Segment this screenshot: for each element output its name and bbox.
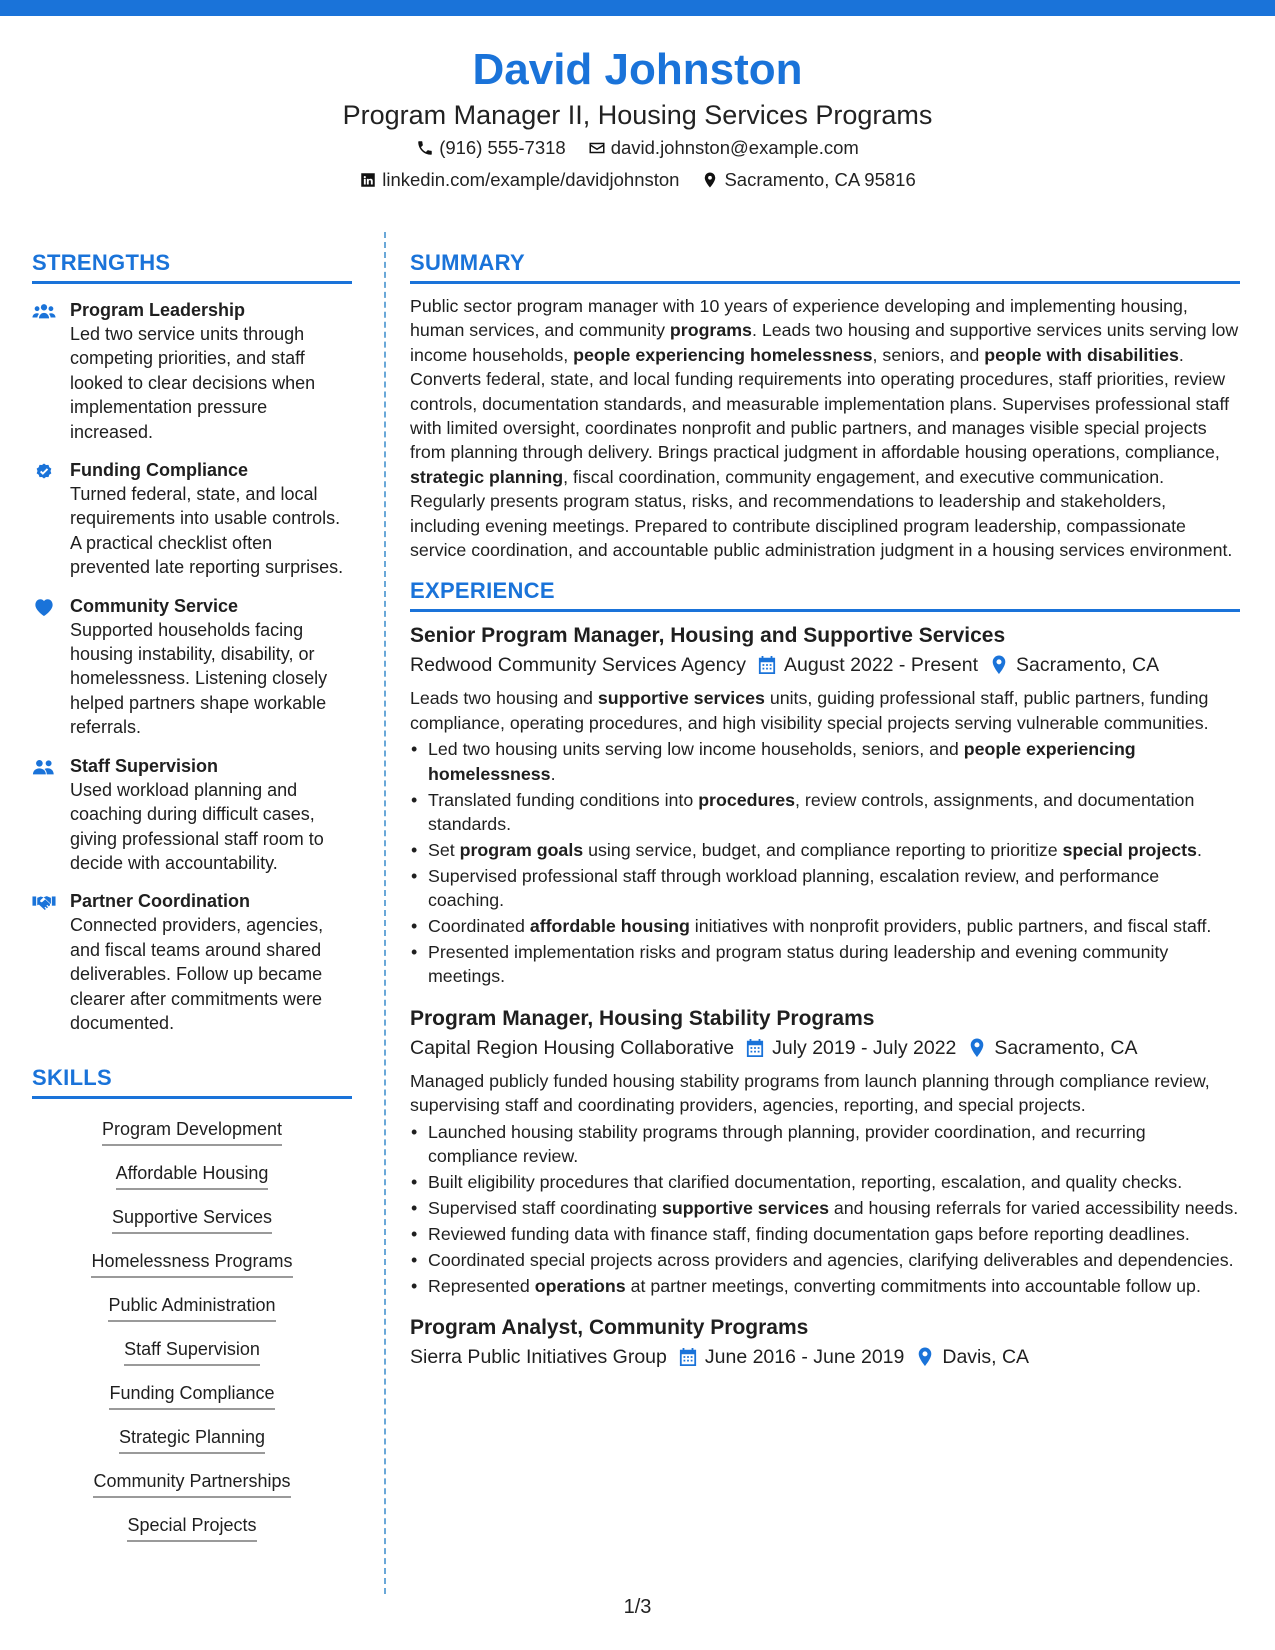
- skills-heading: SKILLS: [32, 1063, 352, 1099]
- top-accent-bar: [0, 0, 1275, 16]
- column-divider: [384, 232, 386, 1594]
- location-text: Sacramento, CA 95816: [724, 169, 916, 190]
- bold-keyword: people with disabilities: [984, 344, 1179, 365]
- contact-row-2: [0, 164, 1275, 196]
- left-column: [32, 248, 352, 1542]
- strength-name: Partner Coordination: [70, 891, 251, 912]
- location-contact: [701, 164, 915, 196]
- skills-list: [32, 1107, 352, 1542]
- job-location: [990, 650, 1159, 680]
- bold-keyword: procedures: [698, 789, 796, 810]
- job-location: [968, 1033, 1137, 1063]
- email-text: david.johnston@example.com: [610, 137, 859, 158]
- bold-keyword: program goals: [459, 839, 584, 860]
- job-meta: [410, 650, 1240, 680]
- strength-item: [32, 298, 352, 444]
- phone-text: (916) 555-7318: [439, 137, 566, 158]
- bullet-item: • Led two housing units serving low income households, seniors, and people experiencing homelessness.: [410, 737, 1240, 786]
- bullet-item: • Coordinated affordable housing initiatives with nonprofit providers, public partners, and fiscal staff.: [410, 914, 1240, 938]
- right-column: [410, 248, 1240, 1372]
- bullet-item: • Supervised staff coordinating supportive services and housing referrals for varied accessibility needs.: [410, 1196, 1240, 1220]
- strength-item: [32, 458, 352, 580]
- bold-keyword: people experiencing homelessness: [573, 344, 873, 365]
- job-role: Program Manager, Housing Stability Programs: [410, 1006, 875, 1030]
- skill-tag: Special Projects: [127, 1509, 256, 1542]
- page-number: 1/3: [623, 1596, 652, 1618]
- strength-desc: Connected providers, agencies, and fiscal teams around shared deliverables. Follow up became clearer after commitments were documented.: [70, 915, 324, 1033]
- skill-tag: Program Development: [102, 1113, 282, 1146]
- calendar-icon: [746, 1038, 764, 1058]
- job-dates-text: June 2016 - June 2019: [704, 1346, 905, 1368]
- skill-tag: Homelessness Programs: [91, 1245, 292, 1278]
- strength-name: Funding Compliance: [70, 460, 248, 481]
- job-location-text: Sacramento, CA: [1016, 654, 1160, 677]
- user-group-icon: [32, 757, 56, 777]
- job-dates-text: July 2019 - July 2022: [772, 1036, 957, 1059]
- bullet-item: • Reviewed funding data with finance staff, finding documentation gaps before reporting deadlines.: [410, 1222, 1240, 1246]
- job-meta: [410, 1033, 1240, 1063]
- bold-keyword: supportive services: [661, 1197, 829, 1218]
- candidate-name: David Johnston: [472, 45, 803, 94]
- phone-icon: [416, 139, 434, 157]
- bullet-item: • Launched housing stability programs through planning, provider coordination, and recurring compliance review.: [410, 1120, 1240, 1169]
- bullet-item: • Built eligibility procedures that clarified documentation, reporting, escalation, and quality checks.: [410, 1170, 1240, 1194]
- handshake-icon: [32, 892, 56, 912]
- resume-header: [0, 44, 1275, 196]
- linkedin-icon: [359, 171, 377, 189]
- bullet-item: • Represented operations at partner meetings, converting commitments into accountable follow up.: [410, 1274, 1240, 1298]
- bullet-item: • Supervised professional staff through workload planning, escalation review, and performance coaching.: [410, 864, 1240, 913]
- heart-icon: [32, 597, 56, 617]
- strength-name: Community Service: [70, 595, 239, 616]
- strength-item: [32, 594, 352, 740]
- strengths-heading: STRENGTHS: [32, 248, 352, 284]
- map-pin-icon: [701, 171, 719, 189]
- linkedin-contact[interactable]: [359, 164, 679, 196]
- job-dates: [679, 1342, 905, 1372]
- job-company: Sierra Public Initiatives Group: [410, 1346, 667, 1368]
- email-contact[interactable]: [588, 132, 859, 164]
- skill-tag: Staff Supervision: [124, 1333, 260, 1366]
- skill-tag: Supportive Services: [112, 1201, 272, 1234]
- job-company: Redwood Community Services Agency: [410, 654, 746, 677]
- bold-keyword: special projects: [1062, 839, 1197, 860]
- strength-name: Staff Supervision: [70, 755, 219, 776]
- job-description: Leads two housing and supportive services units, guiding professional staff, public partners, funding compliance, operating procedures, and high visibility special projects serving vulnerable communities.: [410, 688, 1209, 733]
- map-pin-icon: [916, 1347, 934, 1367]
- check-badge-icon: [32, 461, 56, 481]
- bullet-item: • Set program goals using service, budget, and compliance reporting to prioritize special projects.: [410, 838, 1240, 862]
- bullet-item: • Coordinated special projects across providers and agencies, clarifying deliverables and dependencies.: [410, 1248, 1240, 1272]
- experience-heading: EXPERIENCE: [410, 576, 1240, 612]
- envelope-icon: [588, 139, 606, 157]
- bold-keyword: people experiencing homelessness: [428, 739, 1136, 784]
- job-location: [916, 1342, 1029, 1372]
- contact-row-1: [0, 132, 1275, 164]
- summary-text: Public sector program manager with 10 years of experience developing and implementing housing, human services, and community programs. Leads two housing and supportive services units serving low income households, people experiencing homelessness, seniors, and people with disabilities. Converts federal, state, and local funding requirements into operating procedures, staff priorities, review controls, documentation standards, and measurable implementation plans. Supervises professional staff with limited oversight, coordinates nonprofit and public partners, and manages visible special projects from planning through delivery. Brings practical judgment in affordable housing operations, compliance, strategic planning, fiscal coordination, community engagement, and executive communication. Regularly presents program status, risks, and recommendations to leadership and stakeholders, including evening meetings. Prepared to contribute disciplined program leadership, compassionate service coordination, and accountable public administration judgment in a housing services environment.: [410, 296, 1239, 561]
- skill-tag: Public Administration: [108, 1289, 275, 1322]
- candidate-title: Program Manager II, Housing Services Programs: [342, 100, 933, 130]
- skill-tag: Funding Compliance: [109, 1377, 274, 1410]
- bold-keyword: strategic planning: [410, 466, 564, 487]
- job-bullets: [410, 737, 1240, 989]
- bold-keyword: programs: [669, 320, 752, 341]
- job-meta: [410, 1342, 1240, 1372]
- strength-item: [32, 889, 352, 1035]
- bold-keyword: supportive services: [597, 688, 765, 709]
- skill-tag: Community Partnerships: [93, 1465, 290, 1498]
- job-description: Managed publicly funded housing stability programs from launch planning through compliance review, supervising staff and coordinating providers, agencies, reporting, and special projects.: [410, 1070, 1210, 1116]
- job-entry: [410, 622, 1240, 988]
- job-dates: [758, 650, 978, 680]
- skill-tag: Strategic Planning: [119, 1421, 265, 1454]
- job-entry: [410, 1314, 1240, 1372]
- bullet-item: • Translated funding conditions into procedures, review controls, assignments, and documentation standards.: [410, 788, 1240, 837]
- job-dates-text: August 2022 - Present: [784, 654, 979, 677]
- skill-tag: Affordable Housing: [116, 1157, 269, 1190]
- job-location-text: Sacramento, CA: [994, 1036, 1138, 1059]
- strength-name: Program Leadership: [70, 300, 246, 320]
- bold-keyword: operations: [534, 1275, 626, 1296]
- strength-desc: Led two service units through competing priorities, and staff looked to clear decisions when implementation pressure increased.: [70, 324, 316, 442]
- map-pin-icon: [968, 1038, 986, 1058]
- linkedin-text: linkedin.com/example/davidjohnston: [382, 169, 680, 190]
- strength-item: [32, 754, 352, 876]
- strength-desc: Used workload planning and coaching during difficult cases, giving professional staff room to decide with accountability.: [70, 779, 324, 873]
- users-icon: [32, 301, 56, 321]
- map-pin-icon: [990, 655, 1008, 675]
- strength-desc: Supported households facing housing instability, disability, or homelessness. Listening closely helped partners shape workable referrals.: [70, 619, 328, 738]
- bullet-item: • Presented implementation risks and program status during leadership and evening community meetings.: [410, 940, 1240, 989]
- job-dates: [746, 1033, 956, 1063]
- calendar-icon: [679, 1347, 697, 1367]
- job-company: Capital Region Housing Collaborative: [410, 1036, 735, 1059]
- bold-keyword: affordable housing: [529, 916, 690, 937]
- phone-contact[interactable]: [416, 132, 566, 164]
- job-bullets: [410, 1120, 1240, 1298]
- job-entry: [410, 1005, 1240, 1298]
- job-role: Program Analyst, Community Programs: [410, 1316, 809, 1339]
- job-role: Senior Program Manager, Housing and Supportive Services: [410, 624, 1006, 648]
- calendar-icon: [758, 655, 776, 675]
- strength-desc: Turned federal, state, and local requirements into usable controls. A practical checklist often prevented late reporting surprises.: [70, 484, 344, 578]
- job-location-text: Davis, CA: [942, 1346, 1030, 1368]
- summary-heading: SUMMARY: [410, 248, 1240, 284]
